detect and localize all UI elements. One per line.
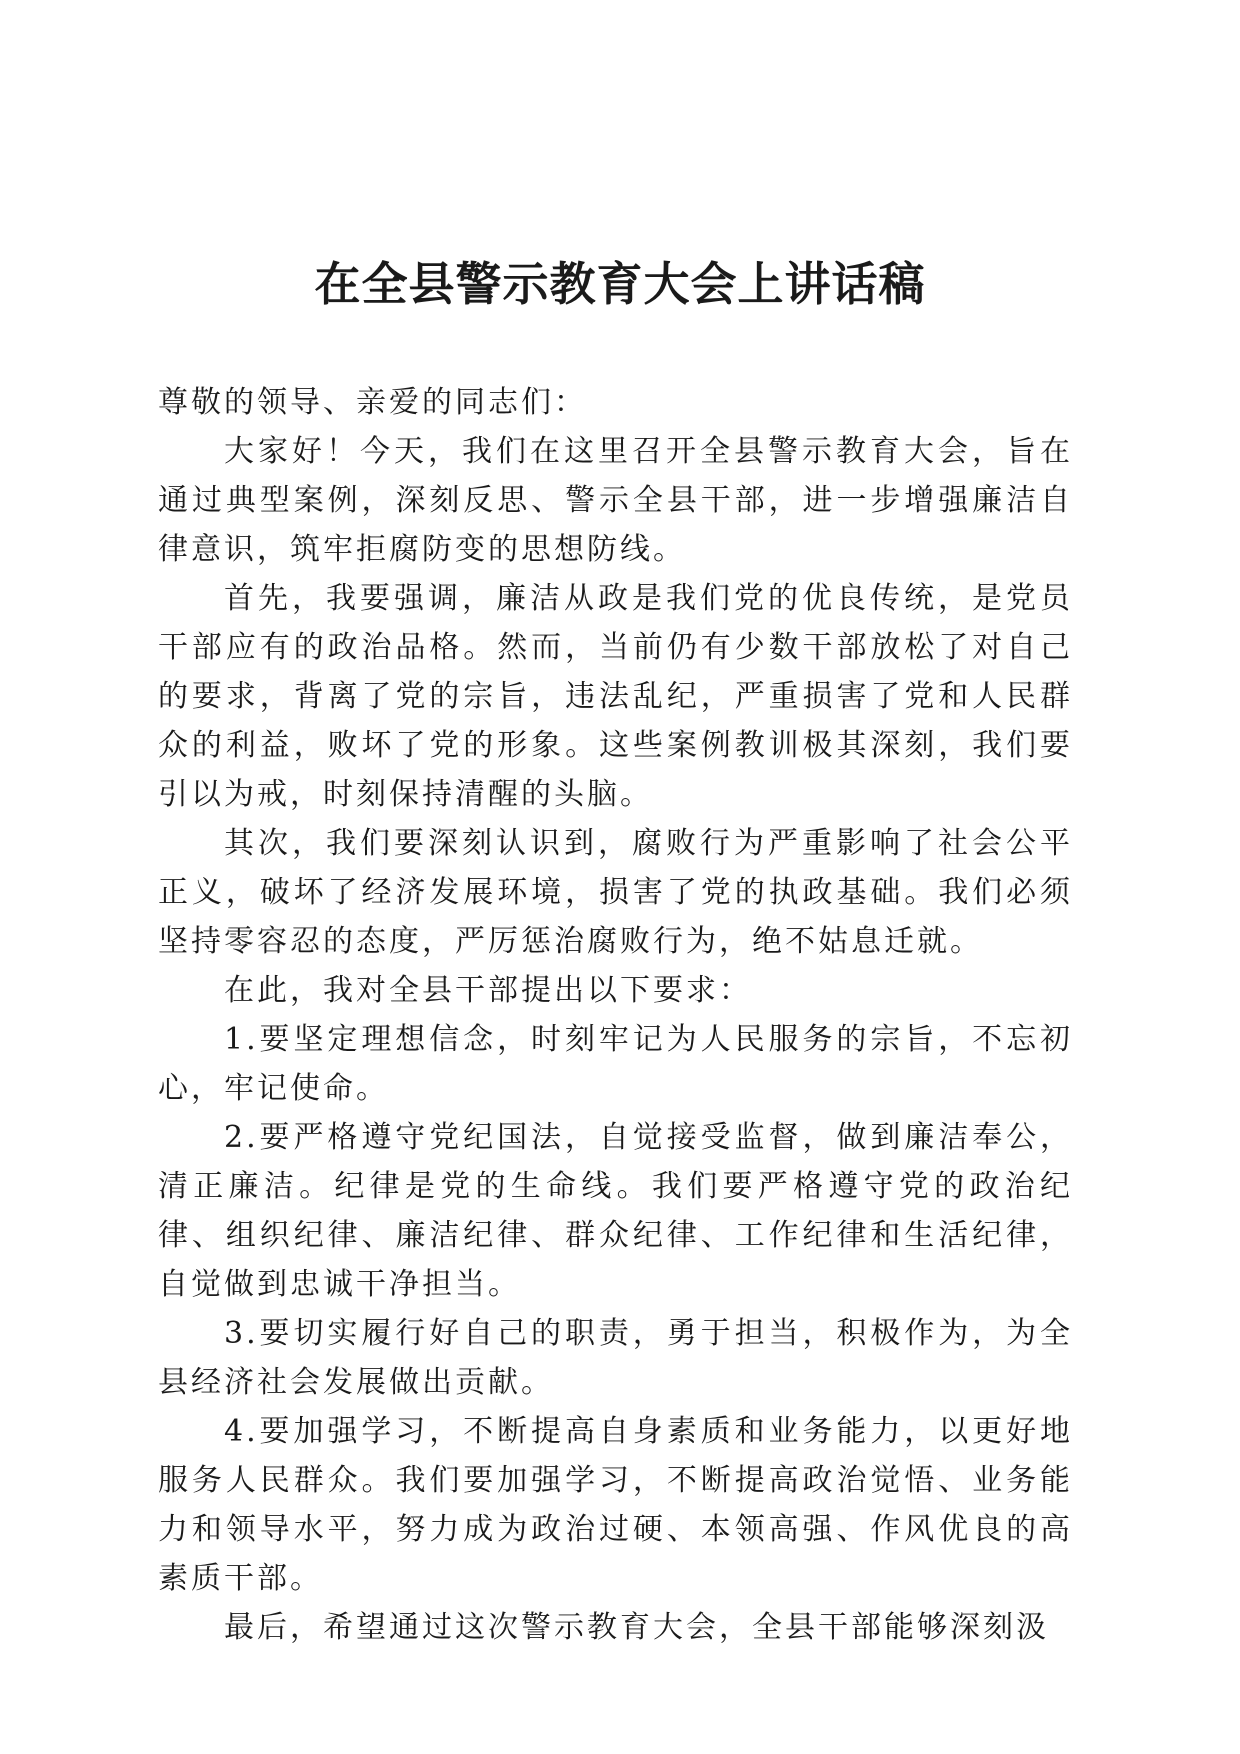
paragraph-first-point: 首先，我要强调，廉洁从政是我们党的优良传统，是党员干部应有的政治品格。然而，当前仍有少数干部放松了对自己的要求，背离了党的宗旨，违法乱纪，严重损害了党和人民群众的利益，败坏了党的形象。这些案例教训极其深刻，我们要引以为戒，时刻保持清醒的头脑。 <box>158 581 1073 812</box>
paragraph-second-point: 其次，我们要深刻认识到，腐败行为严重影响了社会公平正义，破坏了经济发展环境，损害了党的执政基础。我们必须坚持零容忍的态度，严厉惩治腐败行为，绝不姑息迁就。 <box>158 826 1073 959</box>
paragraph-requirements-intro: 在此，我对全县干部提出以下要求： <box>224 973 752 1008</box>
paragraph-opening: 大家好！今天，我们在这里召开全县警示教育大会，旨在通过典型案例，深刻反思、警示全县干部，进一步增强廉洁自律意识，筑牢拒腐防变的思想防线。 <box>158 434 1073 567</box>
page-title: 在全县警示教育大会上讲话稿 <box>314 257 926 311</box>
requirement-item-3: 3.要切实履行好自己的职责，勇于担当，积极作为，为全县经济社会发展做出贡献。 <box>158 1316 1073 1400</box>
requirement-item-2: 2.要严格遵守党纪国法，自觉接受监督，做到廉洁奉公，清正廉洁。纪律是党的生命线。我们要严格遵守党的政治纪律、组织纪律、廉洁纪律、群众纪律、工作纪律和生活纪律，自觉做到忠诚干净担当。 <box>158 1120 1073 1302</box>
requirement-item-4: 4.要加强学习，不断提高自身素质和业务能力，以更好地服务人民群众。我们要加强学习，不断提高政治觉悟、业务能力和领导水平，努力成为政治过硬、本领高强、作风优良的高素质干部。 <box>158 1414 1073 1596</box>
paragraph-closing: 最后，希望通过这次警示教育大会，全县干部能够深刻汲 <box>224 1610 1049 1645</box>
salutation: 尊敬的领导、亲爱的同志们： <box>158 385 587 420</box>
document-body <box>158 378 1073 1652</box>
requirement-item-1: 1.要坚定理想信念，时刻牢记为人民服务的宗旨，不忘初心，牢记使命。 <box>158 1022 1073 1106</box>
